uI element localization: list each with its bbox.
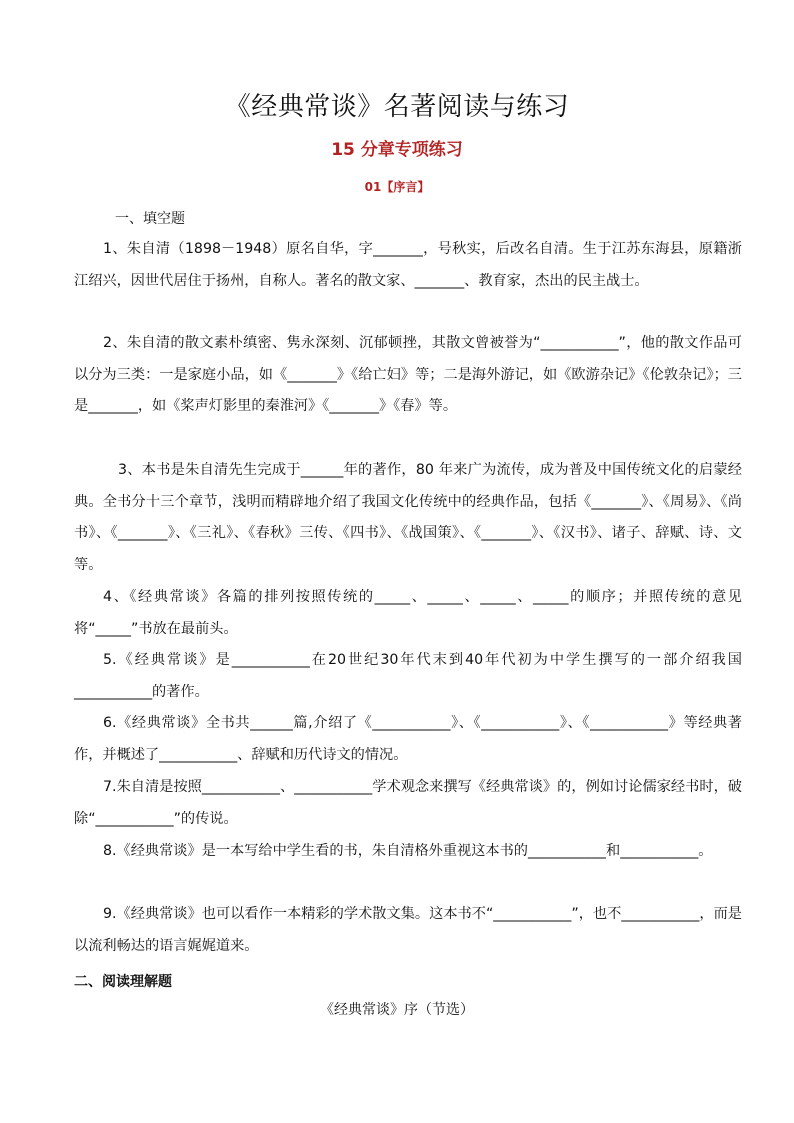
question-5: 5.《经典常谈》是___________在20世纪30年代末到40年代初为中学生撰写的一部介绍我国___________的著作。: [74, 652, 742, 700]
question-7: 7.朱自清是按照___________、___________学术观念来撰写《经典常谈》的，例如讨论儒家经书时，破除“___________”的传说。: [74, 779, 742, 827]
question-6: 6.《经典常谈》全书共______篇,介绍了《___________》、《___________》、《___________》等经典著作，并概述了___________、辞赋和历代诗文的情况。: [74, 715, 742, 763]
passage-title: 《经典常谈》序（节选）: [320, 1002, 474, 1018]
question-9: 9.《经典常谈》也可以看作一本精彩的学术散文集。这本书不“___________”，也不___________，而是以流利畅达的语言娓娓道来。: [74, 906, 742, 954]
document-subtitle: 15 分章专项练习: [331, 140, 463, 160]
section-tag: 01【序言】: [364, 180, 430, 194]
question-4: 4、《经典常谈》各篇的排列按照传统的_____、_____、_____、_____的顺序；并照传统的意见将“_____”书放在最前头。: [74, 589, 742, 637]
question-8: 8.《经典常谈》是一本写给中学生看的书，朱自清格外重视这本书的___________和___________。: [103, 843, 713, 859]
question-2: 2、朱自清的散文素朴缜密、隽永深刻、沉郁顿挫，其散文曾被誉为“___________”，他的散文作品可以分为三类：一是家庭小品，如《_______》《给亡妇》等；二是海外游记，如《欧游杂记》《伦敦杂记》；三是_______，如《桨声灯影里的秦淮河》《_______》《春》等。: [74, 335, 742, 414]
question-1: 1、朱自清（1898－1948）原名自华，字_______，号秋实，后改名自清。生于江苏东海县，原籍浙江绍兴，因世代居住于扬州，自称人。著名的散文家、_______、教育家，杰出的民主战士。: [74, 241, 742, 289]
part2-heading: 二、阅读理解题: [74, 974, 172, 990]
part1-heading: 一、填空题: [115, 211, 185, 227]
question-3: 3、本书是朱自清先生完成于______年的著作，80 年来广为流传，成为普及中国传统文化的启蒙经典。全书分十三个章节，浅明而精辟地介绍了我国文化传统中的经典作品，包括《_______》、《周易》、《尚书》、《_______》、《三礼》、《春秋》三传、《四书》、《战国策》、《_______》、《汉书》、诸子、辞赋、诗、文等。: [74, 462, 742, 573]
document-title: 《经典常谈》名著阅读与练习: [224, 92, 570, 122]
